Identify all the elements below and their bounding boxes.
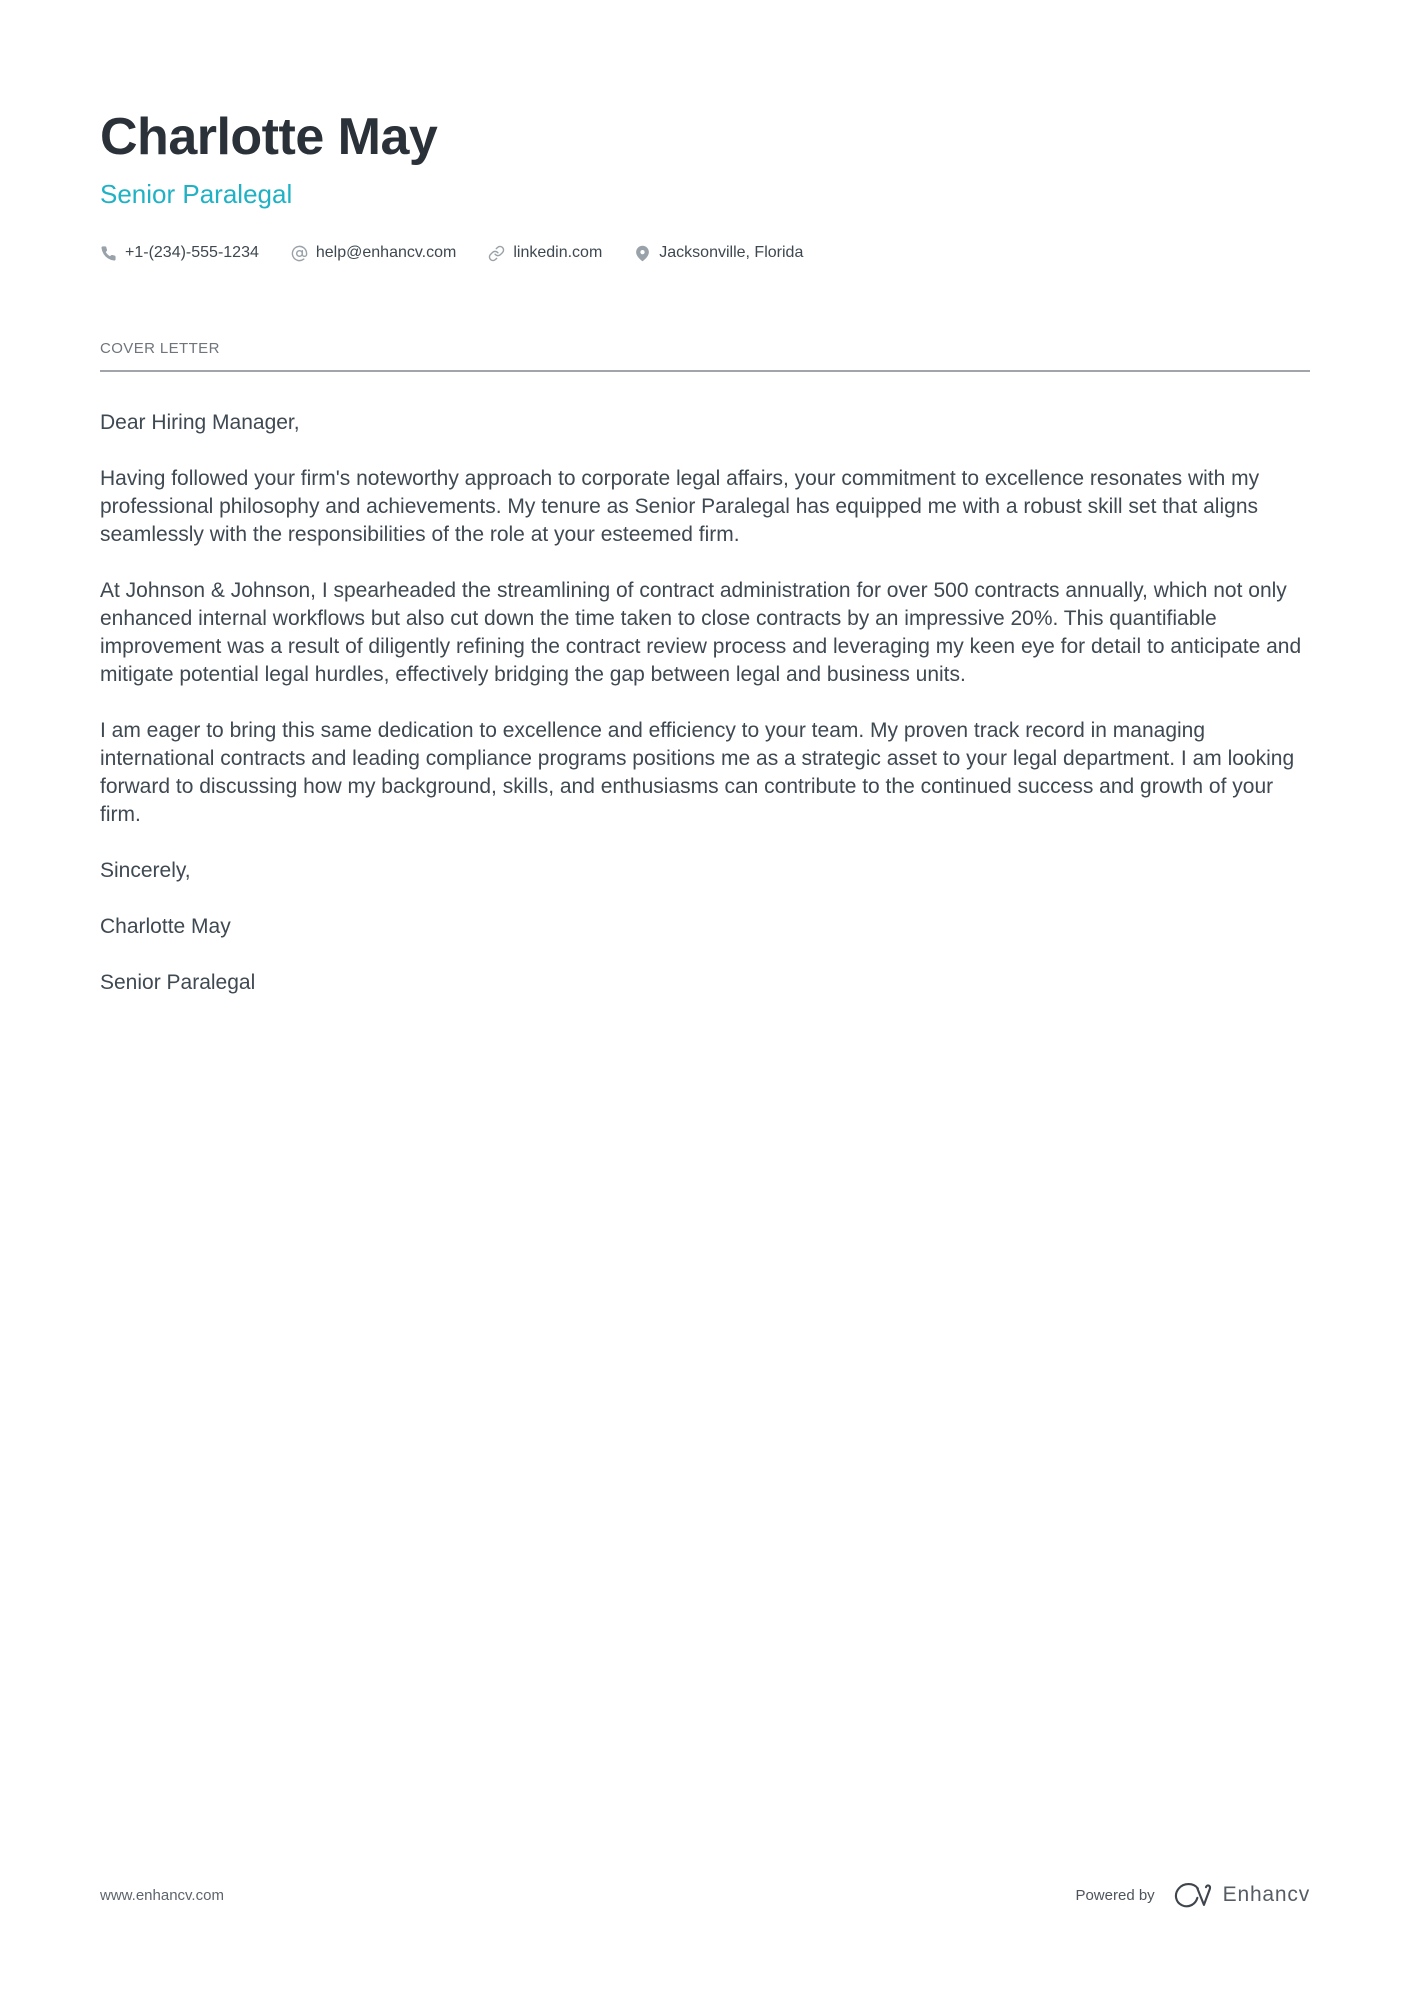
paragraph-3: I am eager to bring this same dedication to excellence and efficiency to your team. My proven track record in managing international contracts and leading compliance programs positions me as a strategic asset to your legal department. I am looking forward to discussing how my background, skills, and enthusiasms can contribute to the continued success and growth of your firm.: [100, 719, 1295, 827]
signature-title: Senior Paralegal: [100, 971, 256, 995]
phone-icon: [100, 245, 117, 262]
powered-by-label: Powered by: [1075, 1886, 1155, 1904]
link-icon: [488, 245, 505, 262]
location-pin-icon: [634, 245, 651, 262]
job-title: Senior Paralegal: [100, 178, 293, 209]
greeting: Dear Hiring Manager,: [100, 411, 300, 435]
powered-by-group: [1075, 1881, 1310, 1909]
enhancv-logo-icon: [1171, 1881, 1213, 1909]
section-divider: [100, 370, 1310, 372]
paragraph-1: Having followed your firm's noteworthy approach to corporate legal affairs, your commitment to excellence resonates with my professional philosophy and achievements. My tenure as Senior Paralegal has equipped me with a robust skill set that aligns seamlessly with the responsibilities of the role at your esteemed firm.: [100, 467, 1260, 547]
paragraph-2: At Johnson & Johnson, I spearheaded the streamlining of contract administration for over 500 contracts annually, which not only enhanced internal workflows but also cut down the time taken to close contracts by an impressive 20%. This quantifiable improvement was a result of diligently refining the contract review process and leveraging my keen eye for detail to anticipate and mitigate potential legal hurdles, effectively bridging the gap between legal and business units.: [100, 579, 1302, 687]
section-label: COVER LETTER: [100, 340, 220, 358]
linkedin-contact[interactable]: [488, 244, 602, 262]
brand-name: Enhancv: [1222, 1883, 1310, 1906]
header: [100, 110, 1310, 262]
cover-letter-section: [100, 340, 1310, 997]
letter-body: [100, 409, 1310, 997]
location-contact: [634, 244, 803, 262]
email-address: help@enhancv.com: [315, 244, 457, 262]
closing: Sincerely,: [100, 859, 191, 883]
linkedin-url: linkedin.com: [513, 244, 603, 262]
brand-link[interactable]: [1171, 1881, 1310, 1909]
phone-number: +1-(234)-555-1234: [125, 244, 259, 262]
phone-contact[interactable]: [100, 244, 259, 262]
location-text: Jacksonville, Florida: [659, 244, 804, 262]
signature-name: Charlotte May: [100, 915, 231, 939]
person-name: Charlotte May: [100, 108, 438, 166]
email-contact[interactable]: [291, 244, 456, 262]
email-icon: [291, 245, 308, 262]
website-link[interactable]: www.enhancv.com: [100, 1886, 224, 1904]
contact-row: [100, 244, 1310, 262]
footer: [100, 1881, 1310, 1909]
